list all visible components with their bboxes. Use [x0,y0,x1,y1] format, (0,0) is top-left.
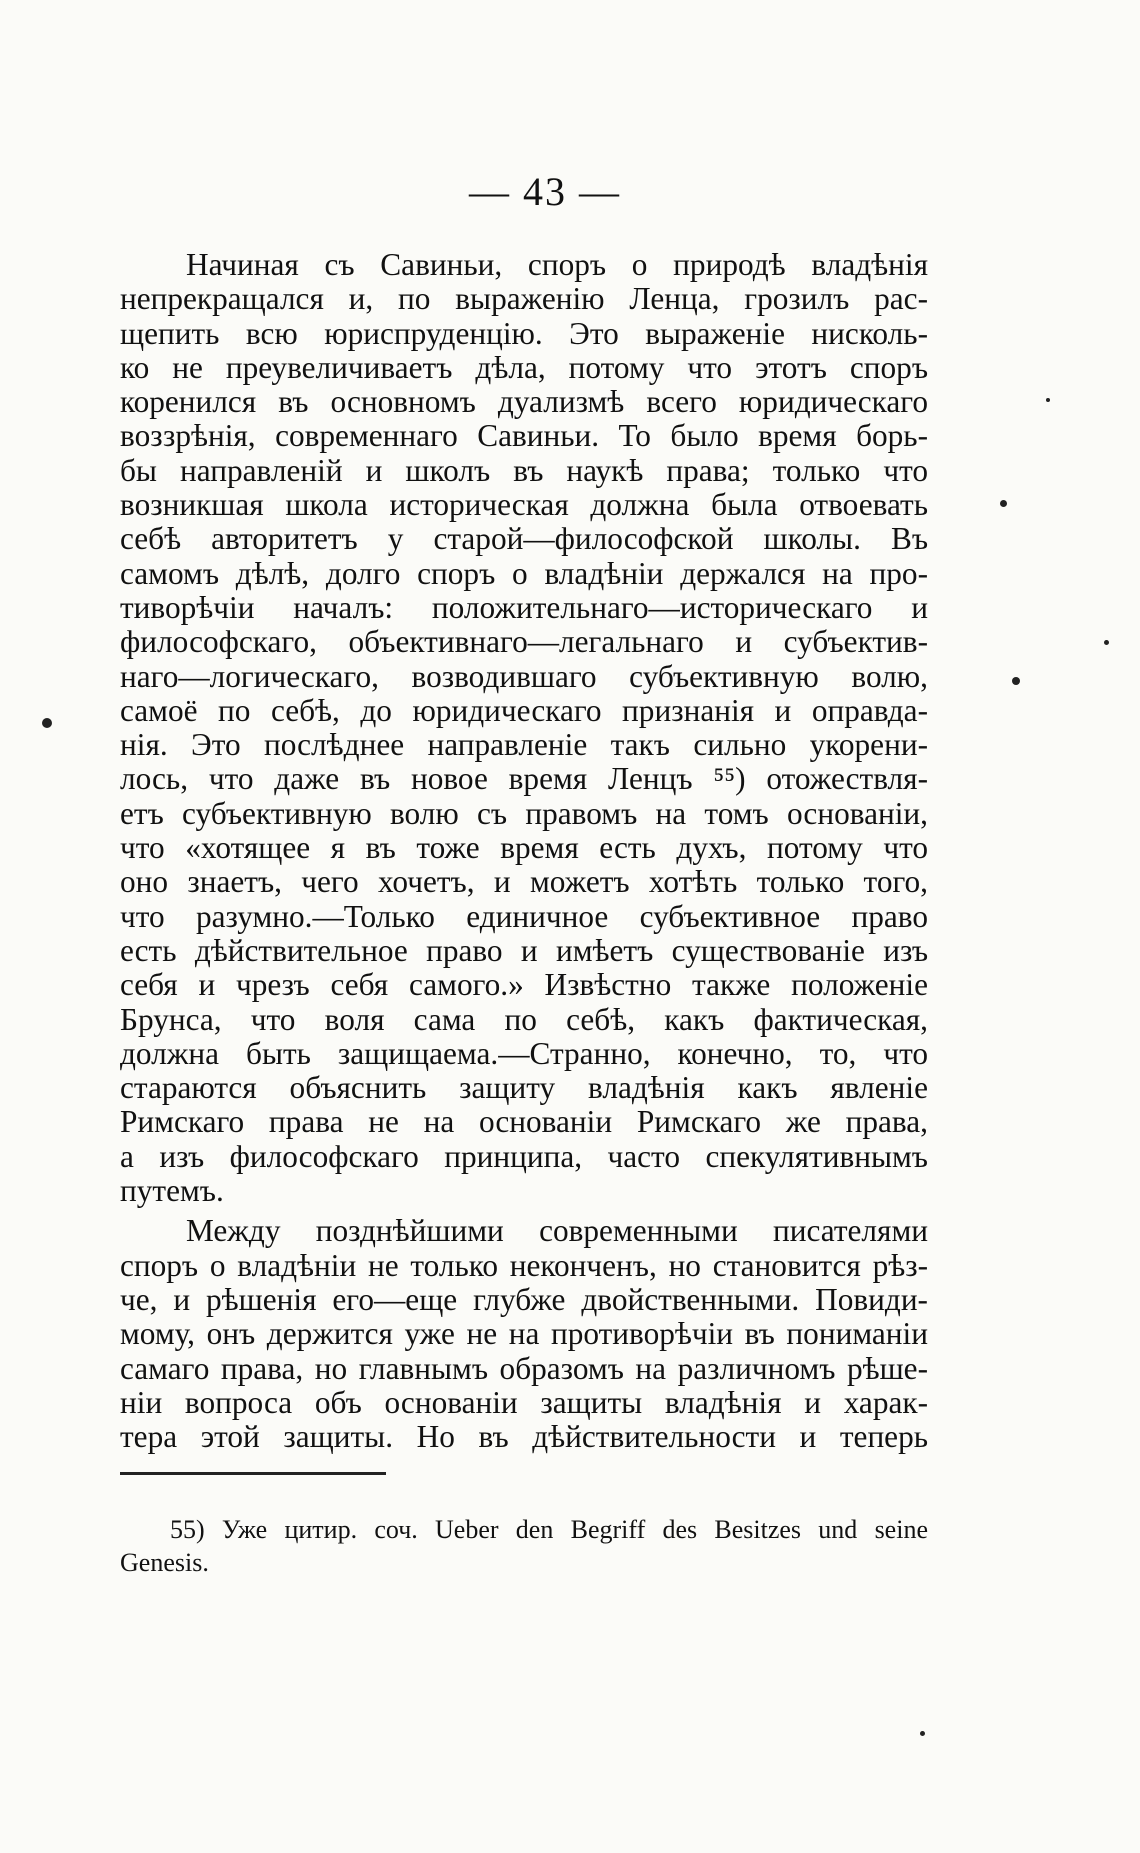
text-line: самаго права, но главнымъ образомъ на различномъ рѣше- [120,1350,928,1386]
text-line: мому, онъ держится уже не на противорѣчіи въ пониманіи [120,1316,928,1352]
text-line: че, и рѣшенія его—еще глубже двойственными. Повиди- [120,1281,928,1317]
text-line: себя и чрезъ себя самого.» Извѣстно также положеніе [120,967,928,1003]
text-line: самоё по себѣ, до юридическаго признанія и оправда- [120,692,928,728]
text-line: щепить всю юриспруденцію. Это выраженіе нисколь- [120,315,928,351]
scan-speck [1046,398,1050,402]
text-line: тера этой защиты. Но въ дѣйствительности и теперь [120,1419,928,1455]
text-line: нія. Это послѣднее направленіе такъ сильно укорени- [120,727,928,763]
text-line: стараются объяснить защиту владѣнія какъ явленіе [120,1070,928,1106]
footnote [120,1513,928,1579]
text-line: себѣ авторитетъ у старой—философской школы. Въ [120,521,928,557]
text-line: наго—логическаго, возводившаго субъективную волю, [120,658,928,694]
paragraph-1 [120,248,928,1208]
text-line: путемъ. [120,1173,224,1209]
text-line: ніи вопроса объ основаніи защиты владѣнія и харак- [120,1384,928,1420]
text-line: тиворѣчіи началъ: положительнаго—историческаго и [120,589,928,625]
text-line: должна быть защищаема.—Странно, конечно, то, что [120,1035,928,1071]
footnote-line: Genesis. [120,1548,209,1577]
footnote-line: 55) Уже цитир. соч. Ueber den Begriff des Besitzes und seine [170,1515,928,1544]
text-line: философскаго, объективнаго—легальнаго и субъектив- [120,624,928,660]
text-line: споръ о владѣніи не только неконченъ, но становится рѣз- [120,1247,928,1283]
text-line: Между позднѣйшими современными писателями [186,1213,928,1249]
text-line: есть дѣйствительное право и имѣетъ существованіе изъ [120,932,928,968]
scan-speck [1012,677,1020,685]
text-line: непрекращался и, по выраженію Ленца, грозилъ рас- [120,281,928,317]
text-line: етъ субъективную волю съ правомъ на томъ основаніи, [120,795,928,831]
text-line: ко не преувеличиваетъ дѣла, потому что этотъ споръ [120,349,928,385]
scan-speck [920,1731,925,1736]
text-line: коренился въ основномъ дуализмѣ всего юридическаго [120,384,928,420]
scan-speck [1000,500,1007,507]
scan-speck [42,718,52,728]
paragraph-2 [120,1214,928,1454]
text-line: Начиная съ Савиньи, споръ о природѣ владѣнія [186,247,928,282]
text-line: оно знаетъ, чего хочетъ, и можетъ хотѣть только того, [120,864,928,900]
text-line: самомъ дѣлѣ, долго споръ о владѣніи держался на про- [120,555,928,591]
text-line: что «хотящее я въ тоже время есть духъ, потому что [120,830,928,866]
text-line: Брунса, что воля сама по себѣ, какъ фактическая, [120,1001,928,1037]
text-line: а изъ философскаго принципа, часто спекулятивнымъ [120,1138,928,1174]
text-line: бы направленій и школъ въ наукѣ права; только что [120,452,928,488]
text-line: Римскаго права не на основаніи Римскаго же права, [120,1104,928,1140]
body-text [120,248,928,1454]
page-number: — 43 — [469,169,621,214]
text-line: лось, что даже въ новое время Ленцъ ⁵⁵) отожествля- [120,761,928,797]
text-line: возникшая школа историческая должна была отвоевать [120,487,928,523]
text-line: что разумно.—Только единичное субъективное право [120,898,928,934]
footnote-divider [120,1472,386,1475]
scan-speck [1104,640,1109,645]
text-line: воззрѣнія, современнаго Савиньи. То было время борь- [120,418,928,454]
